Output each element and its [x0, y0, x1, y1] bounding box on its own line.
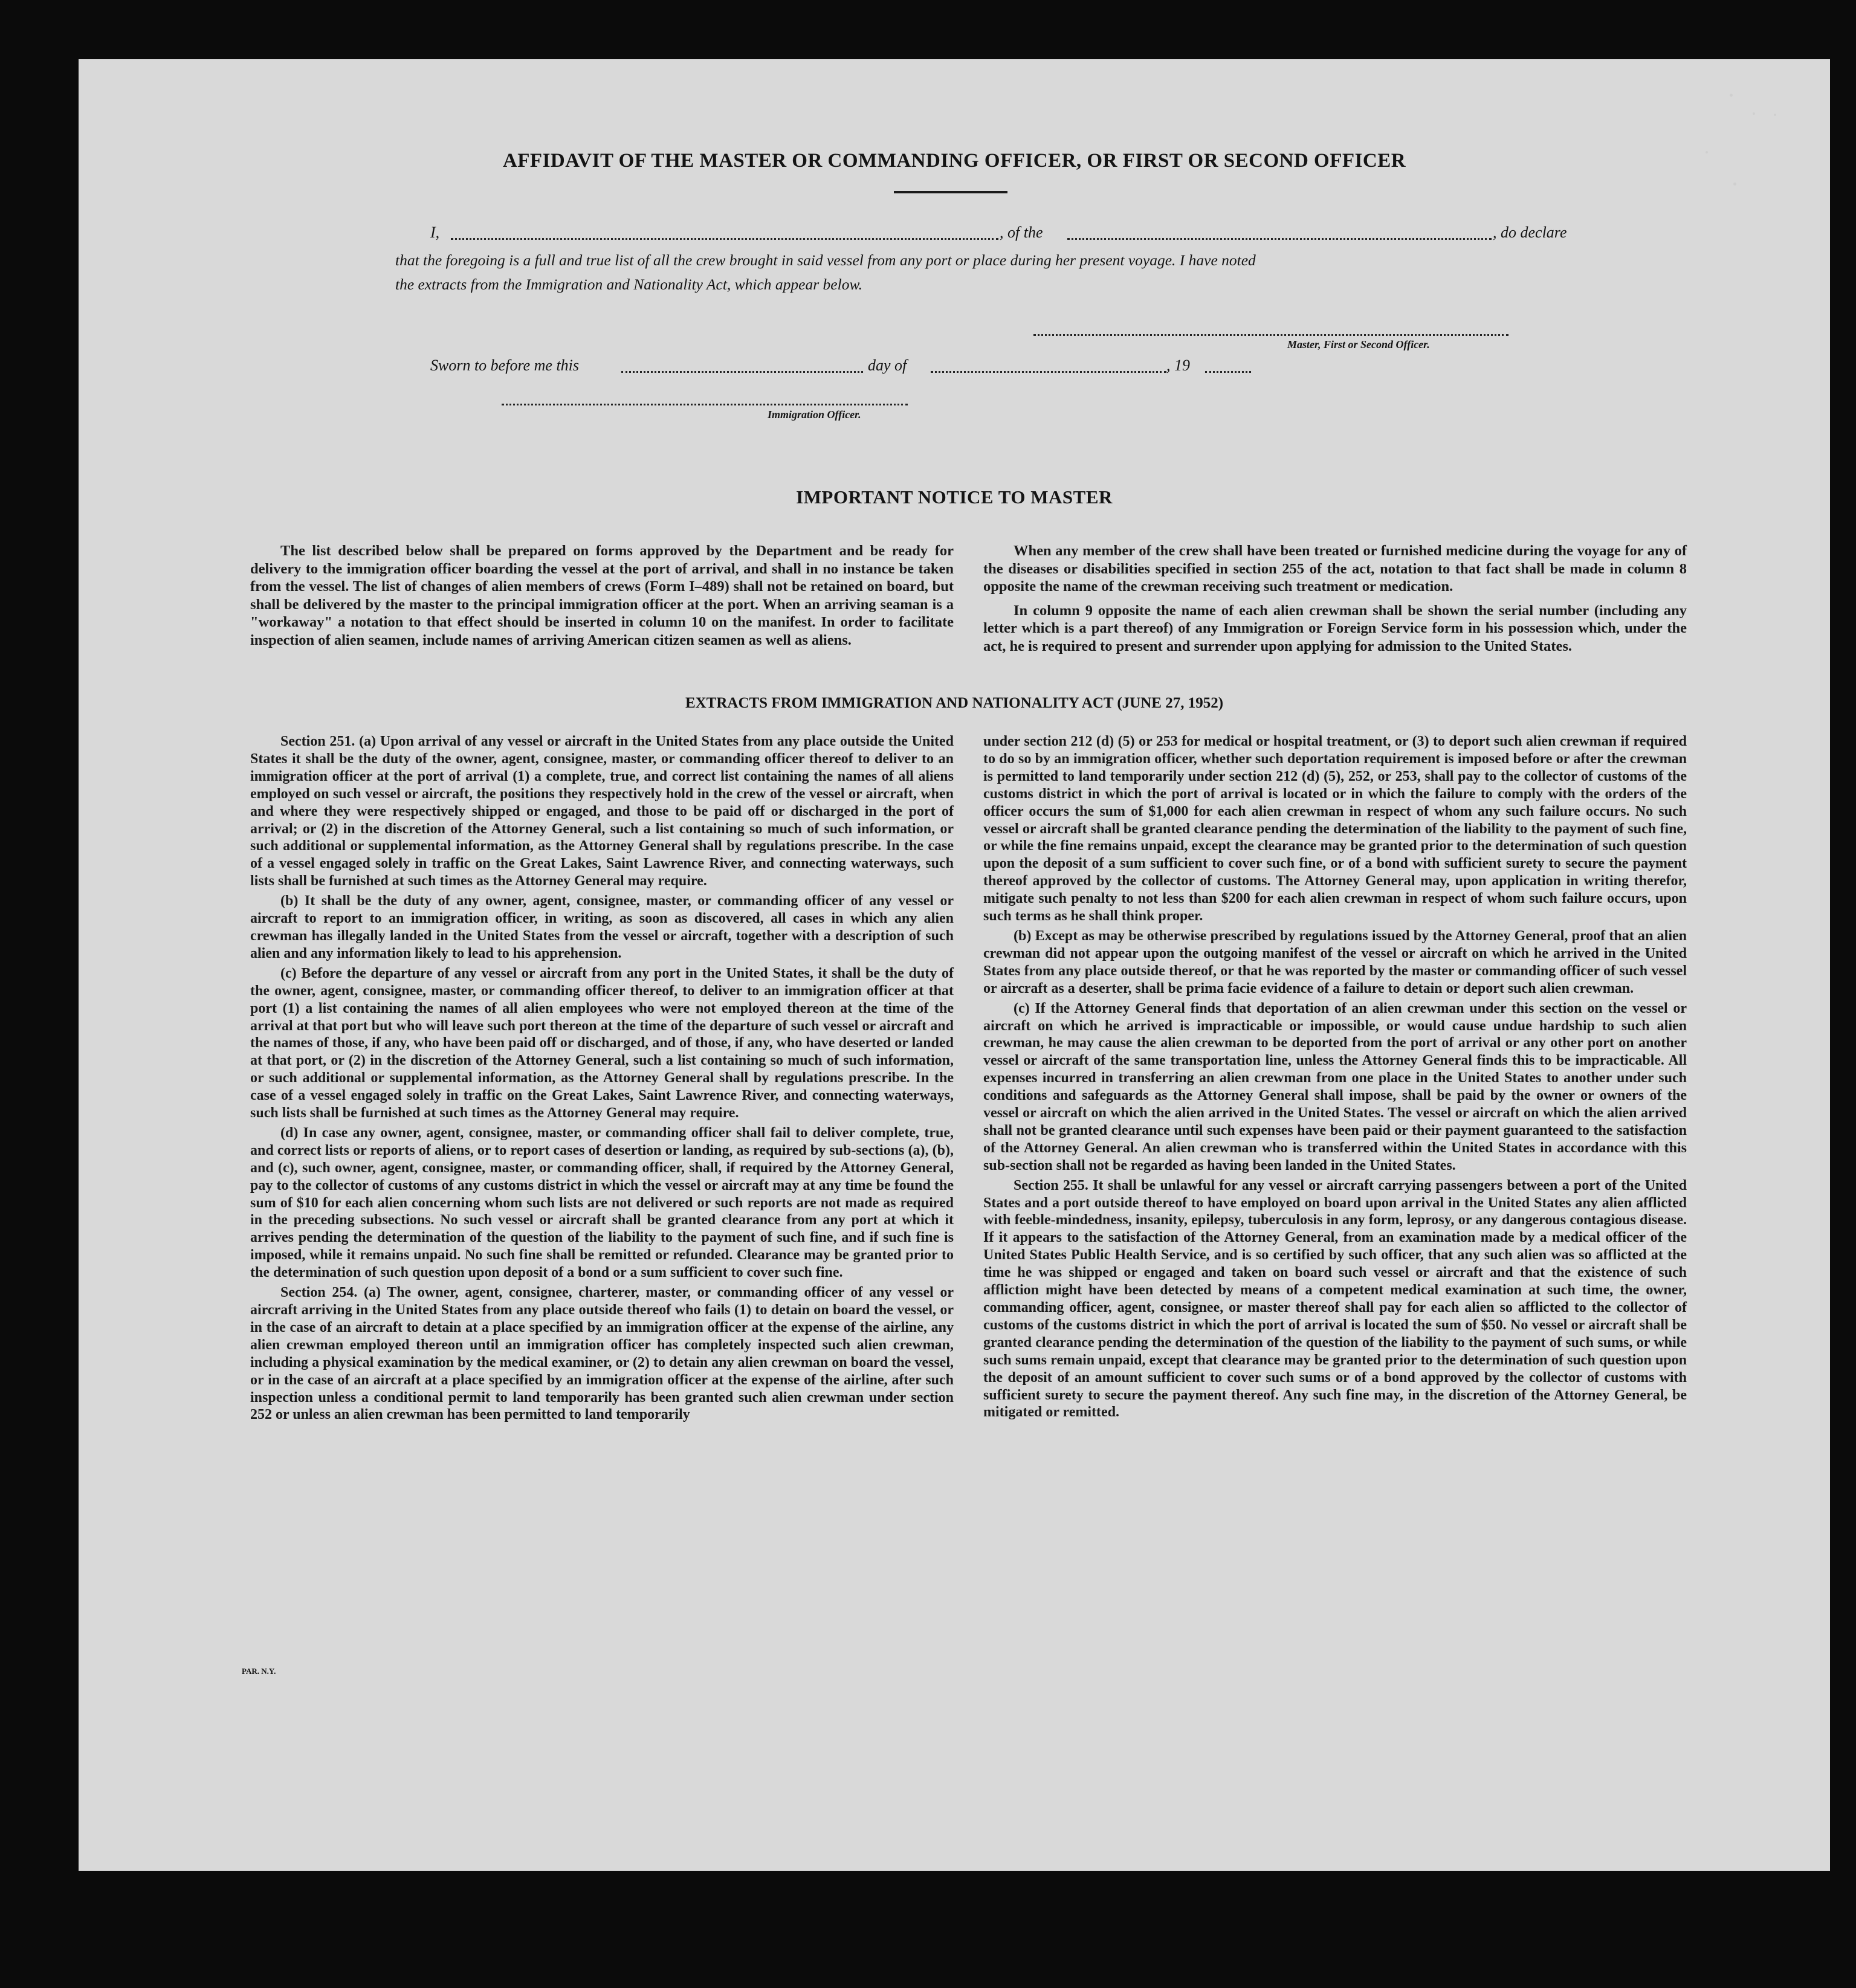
notice-right-paragraph-2: In column 9 opposite the name of each alien crewman shall be shown the serial number (including any letter which is a part thereof) of any Immigration or Foreign Service form in his possession which, under the act, he is required to present and surrender upon applying for admission to the United States. [983, 602, 1687, 654]
master-signature-line[interactable] [1033, 334, 1508, 336]
notice-title: IMPORTANT NOTICE TO MASTER [796, 486, 1113, 508]
section-254-a-continued: under section 212 (d) (5) or 253 for medical or hospital treatment, or (3) to deport such alien crewman if required to do so by an immigration officer, whether such deportation requirement is imposed before or after the crewman is permitted to land temporarily under section 212 (d) (5), 252, or 253, shall pay to the collector of customs of the customs district in which the port of arrival is located or in which the failure to comply with the orders of the officer occurs the sum of $1,000 for each alien crewman in respect of whom any such failure occurs. No such vessel or aircraft shall be granted clearance pending the determination of the liability to the payment of such fine, or while the fine remains unpaid, except the clearance may be granted prior to the determination of such question upon the deposit of a sum sufficient to cover such fine, or of a bond with sufficient surety to secure the payment thereof approved by the collector of customs. The Attorney General may, upon application in writing therefor, mitigate such penalty to not less than $200 for each alien crewman in respect of whom such failure occurs, upon such terms as he shall think proper. [983, 734, 1687, 925]
section-254-c: (c) If the Attorney General finds that deportation of an alien crewman under this section on the vessel or aircraft on which he arrived is impracticable or impossible, or would cause undue hardship to such alien crewman, he may cause the alien crewman to be deported from the port of arrival or any other port on another vessel or aircraft of the same transportation line, unless the Attorney General finds this to be impracticable. All expenses incurred in transferring an alien crewman from one place in the United States to another under such conditions and safeguards as the Attorney General shall impose, shall be paid by the owner or owners of the vessel or aircraft on which the alien arrived in the United States. The vessel or aircraft on which the alien arrived shall not be granted clearance until such expenses have been paid or their payment guaranteed to the satisfaction of the Attorney General. An alien crewman who is transferred within the United States in accordance with this sub-section shall not be regarded as having been landed in the United States. [983, 1000, 1687, 1173]
year-text: , 19 [1166, 357, 1190, 374]
declaration-line-3: the extracts from the Immigration and Nationality Act, which appear below. [395, 276, 862, 293]
officer-signature-label: Immigration Officer. [768, 408, 861, 421]
vessel-blank-line[interactable] [1067, 238, 1492, 240]
notice-left-paragraph: The list described below shall be prepared on forms approved by the Department and be ready for delivery to the immigration officer boarding the vessel at the port of arrival, and shall in no instance be taken from the vessel. The list of changes of alien members of crews (Form I–489) shall not be retained on board, but shall be delivered by the master to the principal immigration officer at the port. When an arriving seaman is a "workaway" a notation to that effect should be inserted in column 10 on the manifest. In order to facilitate inspection of alien seamen, include names of arriving American citizen seamen as well as aliens. [250, 543, 954, 648]
section-251-a: Section 251. (a) Upon arrival of any vessel or aircraft in the United States from any place outside the United States it shall be the duty of the owner, agent, consignee, master, or commanding officer thereof to deliver to an immigration officer at the port of arrival (1) a complete, true, and correct list containing the names of all aliens employed on such vessel or aircraft, the positions they respectively hold in the crew of the vessel or aircraft, when and where they were respectively shipped or engaged, and those to be paid off or discharged in the port of arrival; or (2) in the discretion of the Attorney General, such a list containing so much of such information, or such additional or supplemental information, as the Attorney General shall by regulations prescribe. In the case of a vessel engaged solely in traffic on the Great Lakes, Saint Lawrence River, and connecting waterways, such lists shall be furnished at such times as the Attorney General may require. [250, 734, 954, 889]
declaration-of-the: , of the [1000, 224, 1043, 241]
section-254-b: (b) Except as may be otherwise prescribed by regulations issued by the Attorney General, proof that an alien crewman did not appear upon the outgoing manifest of the vessel or aircraft on which he arrived in the United States from any place outside thereof, or that he was reported by the master or commanding officer of such vessel or aircraft as a deserter, shall be prima facie evidence of a failure to detain or deport such alien crewman. [983, 928, 1687, 996]
officer-signature-line[interactable] [502, 404, 908, 405]
section-254-a: Section 254. (a) The owner, agent, consignee, charterer, master, or commanding officer of any vessel or aircraft arriving in the United States from any place outside thereof who fails (1) to detain on board the vessel, or in the case of an aircraft to detain at a place specified by an immigration officer at the expense of the airline, any alien crewman employed thereon until an immigration officer has completely inspected such alien crewman, including a physical examination by the medical examiner, or (2) to detain any alien crewman on board the vessel, or in the case of an aircraft at a place specified by an immigration officer at the expense of the airline, after such inspection unless a conditional permit to land temporarily has been granted such alien crewman under section 252 or unless an alien crewman has been permitted to land temporarily [250, 1285, 954, 1423]
section-255: Section 255. It shall be unlawful for any vessel or aircraft carrying passengers between a port of the United States and a port outside thereof to have employed on board upon arrival in the United States any alien afflicted with feeble-mindedness, insanity, epilepsy, tuberculosis in any form, leprosy, or any dangerous contagious disease. If it appears to the satisfaction of the Attorney General, from an examination made by a medical officer of the United States Public Health Service, and is so certified by such officer, that any such alien was so afflicted at the time he was shipped or engaged and taken on board such vessel or aircraft and that the existence of such affliction might have been detected by means of a competent medical examination at such time, the owner, commanding officer, agent, consignee, or master thereof shall pay for each alien so afflicted to the collector of customs of the customs district in which the port of arrival is located the sum of $50. No vessel or aircraft shall be granted clearance pending the determination of the question of the liability to the payment of such sums, or while such sums remain unpaid, except that clearance may be granted prior to the determination of such question upon the deposit of an amount sufficient to cover such sums or of a bond approved by the collector of customs with sufficient surety to secure the payment thereof. Any such fine may, in the discretion of the Attorney General, be mitigated or remitted. [983, 1177, 1687, 1421]
declaration-line-2: that the foregoing is a full and true list of all the crew brought in said vessel from any port or place during her present voyage. I have noted [395, 251, 1256, 269]
declaration-i: I, [430, 224, 440, 241]
scan-speck [1753, 112, 1755, 115]
extracts-left-column [250, 733, 954, 1426]
document-page [79, 59, 1830, 1871]
notice-left-column [250, 542, 954, 655]
name-blank-line[interactable] [451, 238, 998, 240]
notice-right-paragraph-1: When any member of the crew shall have been treated or furnished medicine during the voyage for any of the diseases or disabilities specified in section 255 of the act, notation to that fact shall be made in column 8 opposite the name of the crewman receiving such treatment or medication. [983, 543, 1687, 595]
sworn-text: Sworn to before me this [430, 357, 580, 374]
affidavit-title: AFFIDAVIT OF THE MASTER OR COMMANDING OFFICER, OR FIRST OR SECOND OFFICER [502, 150, 1406, 172]
declaration-do-declare: , do declare [1493, 224, 1567, 241]
scan-speck [1733, 182, 1736, 186]
title-underline [894, 191, 1007, 193]
sworn-day-blank[interactable] [621, 371, 863, 373]
scan-speck [1774, 114, 1776, 116]
extracts-title: EXTRACTS FROM IMMIGRATION AND NATIONALITY ACT (JUNE 27, 1952) [685, 695, 1224, 711]
month-blank[interactable] [931, 371, 1166, 373]
scan-speck [1706, 151, 1708, 153]
section-251-d: (d) In case any owner, agent, consignee, master, or commanding officer shall fail to deliver complete, true, and correct lists or reports of aliens, or to report cases of desertion or landing, as required by sub-sections (a), (b), and (c), such owner, agent, consignee, master, or commanding officer, shall, if required by the Attorney General, pay to the collector of customs of any customs district in which the vessel or aircraft may at any time be found the sum of $10 for each alien concerning whom such lists are not delivered or such reports are not made as required in the preceding subsections. No such vessel or aircraft shall be granted clearance from any port at which it arrives pending the determination of the question of the liability to the payment of such fine, and if such fine is imposed, while it remains unpaid. No such fine shall be remitted or refunded. Clearance may be granted prior to the determination of such question upon deposit of a bond or a sum sufficient to cover such fine. [250, 1125, 954, 1281]
year-blank[interactable] [1205, 371, 1251, 373]
extracts-right-column [983, 733, 1687, 1424]
scan-speck [1730, 94, 1733, 97]
notice-right-column [983, 542, 1687, 661]
printer-mark: PAR. N.Y. [242, 1667, 276, 1676]
day-of-text: day of [868, 357, 907, 374]
section-251-b: (b) It shall be the duty of any owner, agent, consignee, master, or commanding officer of any vessel or aircraft to report to an immigration officer, in writing, as soon as discovered, all cases in which any alien crewman has illegally landed in the United States from the vessel or aircraft, together with a description of such alien and any information likely to lead to his apprehension. [250, 893, 954, 961]
master-signature-label: Master, First or Second Officer. [1287, 338, 1430, 350]
section-251-c: (c) Before the departure of any vessel or aircraft from any port in the United States, it shall be the duty of the owner, agent, consignee, master, or commanding officer thereof, to deliver to an immigration officer at that port (1) a list containing the names of all alien employees who were not employed thereon at the time of the arrival at that port but who will leave such port thereon at the time of the departure of such vessel or aircraft and the names of those, if any, who have been paid off or discharged, and of those, if any, who have deserted or landed at that port, or (2) in the discretion of the Attorney General, such a list containing so much of such information, or such additional or supplemental information, as the Attorney General shall by regulations prescribe. In the case of a vessel engaged solely in traffic on the Great Lakes, Saint Lawrence River, and connecting waterways, such lists shall be furnished at such times as the Attorney General may require. [250, 965, 954, 1121]
